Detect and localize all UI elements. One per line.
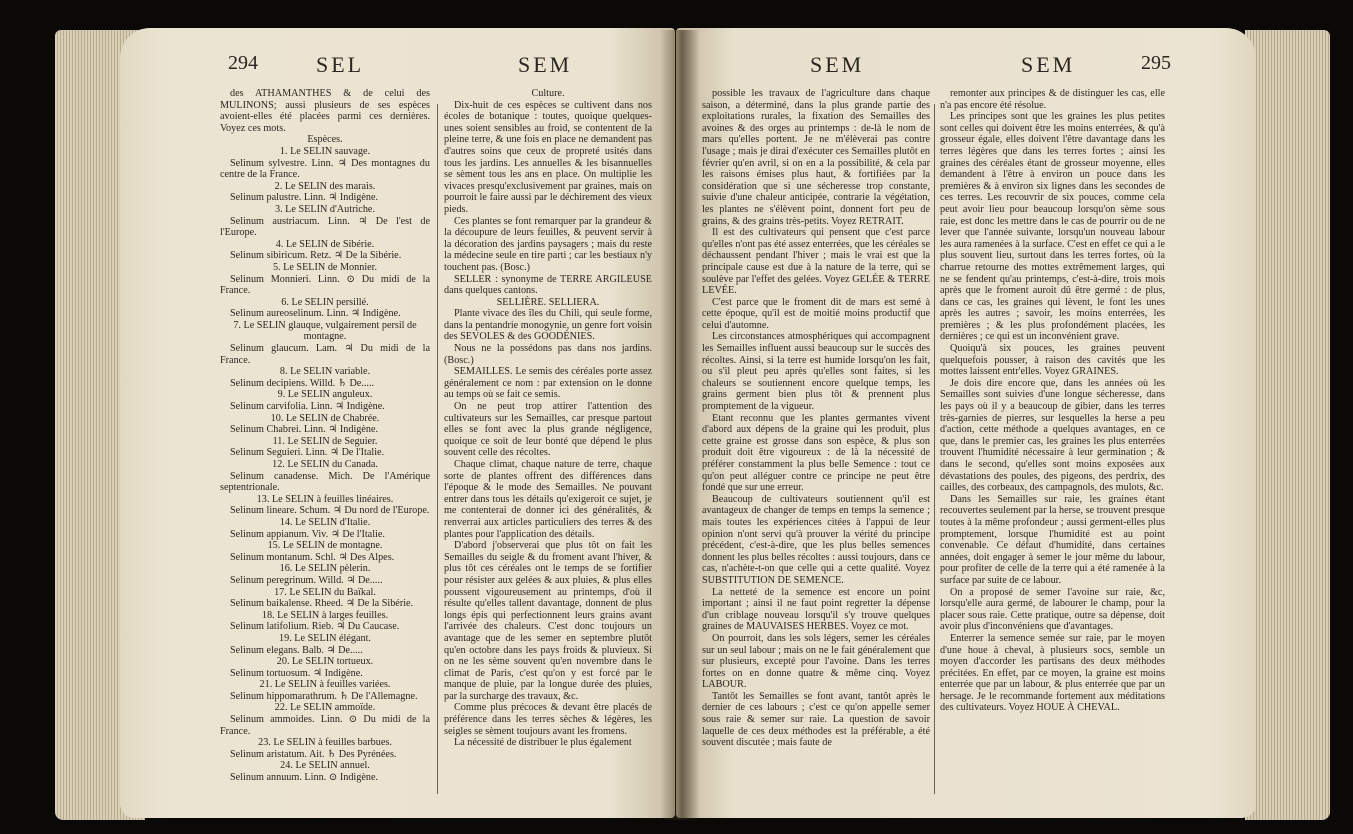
paragraph: 15. Le SELIN de montagne. (267, 540, 383, 552)
paragraph: Chaque climat, chaque nature de terre, chaque sorte de plantes offrent des différences dans l'époque & le mode des Semailles. Ne pouvant entrer dans tous les détails qu'exigeroit ce sujet, je me contenterai de donner ici des généralités, & renverrai aux articles particuliers des terres & des plantes pour l'application des détails. (444, 459, 652, 540)
paragraph: Selinum baikalense. Rheed. ♃ De la Sibérie. (230, 598, 414, 610)
paragraph: Selinum annuum. Linn. ⊙ Indigène. (230, 772, 379, 784)
paragraph: Selinum ammoides. Linn. ⊙ Du midi de la France. (220, 714, 430, 737)
running-head-left: SEL (316, 52, 365, 77)
paragraph: La nécessité de distribuer le plus également (454, 737, 632, 749)
paragraph: 4. Le SELIN de Sibérie. (275, 238, 375, 250)
text-column (444, 88, 652, 788)
paragraph: Selinum glaucum. Lam. ♃ Du midi de la France. (220, 343, 430, 366)
paragraph: Selinum carvifolia. Linn. ♃ Indigène. (230, 401, 385, 413)
text-column (220, 88, 430, 788)
paragraph: Selinum montanum. Schl. ♃ Des Alpes. (230, 551, 395, 563)
paragraph: 14. Le SELIN d'Italie. (279, 516, 371, 528)
paragraph: Selinum aristatum. Ait. ♄ Des Pyrénées. (230, 748, 397, 760)
page-number: 294 (228, 52, 258, 74)
paragraph: Selinum sylvestre. Linn. ♃ Des montagnes du centre de la France. (220, 157, 430, 181)
paragraph: Selinum decipiens. Willd. ♄ De..... (230, 377, 375, 389)
paragraph: 2. Le SELIN des marais. (274, 180, 376, 192)
paragraph: SEMAILLES. Le semis des céréales porte assez généralement ce nom : par extension on le donne au temps où se fait ce semis. (444, 366, 652, 401)
paragraph: Espèces. (307, 134, 343, 146)
paragraph: 23. Le SELIN à feuilles barbues. (258, 737, 392, 749)
paragraph: Selinum austriacum. Linn. ♃ De l'est de l'Europe. (220, 215, 430, 239)
paragraph: On ne peut trop attirer l'attention des cultivateurs sur les Semailles, car presque partout elles se font avec la plus grande négligence, quoique ce soit de leur bonté que dépend le plus souvent celle des récoltes. (444, 401, 652, 459)
running-head-left: SEM (810, 52, 865, 77)
paragraph: 10. Le SELIN de Chabrée. (270, 412, 380, 424)
paragraph: Quoiqu'à six pouces, les graines peuvent quelquefois pousser, à raison des cavités que les mottes laissent entr'elles. Voyez GRAINES. (940, 343, 1165, 378)
paragraph: 16. Le SELIN pèlerin. (279, 563, 371, 575)
paragraph: SELLER : synonyme de TERRE ARGILEUSE dans quelques cantons. (444, 273, 652, 297)
paragraph: Selinum tortuosum. ♃ Indigène. (230, 667, 363, 679)
paragraph: 3. Le SELIN d'Autriche. (274, 203, 375, 215)
paragraph: remonter aux principes & de distinguer les cas, elle n'a pas encore été résolue. (940, 88, 1165, 111)
paragraph: Selinum hippomarathrum. ♄ De l'Allemagne. (230, 690, 418, 702)
paragraph: Plante vivace des îles du Chili, qui seule forme, dans la pentandrie monogynie, un genre fort voisin des SEVOLES & des GOODÉNIES. (444, 308, 652, 343)
text-column (940, 88, 1165, 793)
paragraph: Culture. (531, 88, 565, 99)
paragraph: Selinum Monnieri. Linn. ⊙ Du midi de la France. (220, 273, 430, 297)
paragraph: D'abord j'observerai que plus tôt on fait les Semailles du seigle & du froment avant l'hiver, & plus tôt ces céréales ont le temps de se fortifier pour résister aux gelées & aux pluies, & plus elles poussent vigoureusement au printemps, d'où il résulte qu'elles tallent davantage, donnent de plus longs épis qui perfectionnent leurs grains avant l'arrivée des chaleurs. C'est donc toujours un avantage que de les semer en septembre plutôt qu'en octobre dans les pays froids & pluvieux. Si on ne les sème souvent qu'en novembre dans le climat de Paris, c'est qu'on y est forcé par le manque de pluie, par la longue durée des pluies, par la surcharge des travaux, &c. (444, 540, 652, 702)
paragraph: On pourroit, dans les sols légers, semer les céréales sur un seul labour ; mais on ne le fait généralement que sur plusieurs, excepté pour l'avoine. Dans les terres fortes on en donne quatre & même cinq. Voyez LABOUR. (702, 632, 930, 691)
paragraph: Selinum lineare. Schum. ♃ Du nord de l'Europe. (230, 505, 430, 517)
paragraph: 20. Le SELIN tortueux. (276, 656, 374, 668)
paragraph: Les circonstances atmosphériques qui accompagnent les Semailles influent aussi beaucoup sur le succès des récoltes. Ainsi, si la terre est humide lorsqu'on les fait, ou s'il pleut peu après qu'elles sont faites, si les chaleurs se soutiennent encore quelque temps, les grains germent bien plus tôt & prennent plus promptement de la vigueur. (702, 331, 930, 413)
paragraph: 17. Le SELIN du Baïkal. (274, 586, 376, 598)
paragraph: possible les travaux de l'agriculture dans chaque saison, a déterminé, dans la plus grande partie des exploitations rurales, la fixation des Semailles des avoines & des orges au printemps : de-là le nom de mars qu'elles portent. Je ne m'élèverai pas contre l'usage ; mais je dirai d'exécuter ces Semailles plutôt en février qu'en avril, si on en a la possibilité, & cela par les raisons émises plus haut, & fortifiées par la considération que si une sécheresse trop constante, suivie d'une chaleur anticipée, contrarie la végétation, les plantes ne s'élèvent point, donnent fort peu de grains, & des grains très-petits. Voyez RETRAIT. (702, 88, 930, 227)
paragraph: La netteté de la semence est encore un point important ; ainsi il ne faut point regretter la dépense d'un criblage nouveau lorsqu'il s'y trouve quelques graines de MAUVAISES HERBES. Voyez ce mot. (702, 586, 930, 633)
paragraph: Selinum Chabrei. Linn. ♃ Indigène. (230, 424, 379, 436)
paragraph: Les principes sont que les graines les plus petites sont celles qui doivent être les moins enterrées, & qu'à grosseur égale, elles doivent l'être davantage dans les terres légères que dans les terres fortes ; ainsi les graines des céréales étant de grosseur moyenne, elles demandent à l'être à environ un pouce dans les premières & à environ six lignes dans les secondes de ces terres. Les recouvrir de six pouces, comme cela peut avoir lieu pour beaucoup lorsqu'on sème sous raie, est donc les mettre dans le cas de pourrir ou de ne lever que l'année suivante, lorsqu'un nouveau labour les aura ramenées à la surface. C'est en effet ce qui a le plus souvent lieu, surtout dans les terres fortes, où la charrue retourne des mottes extrêmement larges, qui ne se fendent qu'au printemps, c'est-à-dire, trois mois après que le froment auroit dû être germé : de plus, dans ce cas, les graines qui lèvent, le font les unes après les autres ; savoir, les moins enterrées, les premières ; & les plus profondément placées, les dernières ; ce qui est un inconvénient grave. (940, 111, 1165, 343)
paragraph: 24. Le SELIN annuel. (280, 760, 370, 772)
paragraph: Selinum canadense. Mich. De l'Amérique septentrionale. (220, 470, 430, 494)
paragraph: 7. Le SELIN glauque, vulgairement persil de montagne. (233, 319, 417, 343)
paragraph: 12. Le SELIN du Canada. (272, 459, 378, 470)
running-head-right: SEM (518, 52, 573, 77)
running-head-right: SEM (1021, 52, 1076, 77)
paragraph: Ces plantes se font remarquer par la grandeur & la découpure de leurs feuilles, & peuvent servir à la décoration des jardins paysagers ; mais du reste la médecine seule en tire parti ; car les bestiaux n'y touchent pas. (Bosc.) (444, 215, 652, 273)
paragraph: Selinum appianum. Viv. ♃ De l'Italie. (230, 528, 385, 540)
paragraph: Selinum peregrinum. Willd. ♃ De..... (230, 574, 383, 586)
right-page (676, 28, 1256, 818)
paragraph: 11. Le SELIN de Seguier. (272, 435, 378, 447)
paragraph: Dans les Semailles sur raie, les graines étant recouvertes seulement par la herse, se trouvent presque toutes à la même profondeur ; aussi germent-elles plus promptement, lorsque l'humidité est au point convenable. Ce défaut d'humidité, dans certaines années, doit engager à semer le jour même du labour, pour profiter de celle de la terre qui a été ramenée à la surface par suite de ce labour. (940, 493, 1165, 586)
paragraph: Selinum Seguieri. Linn. ♃ De l'Italie. (230, 447, 385, 459)
paragraph: SELLIÈRE. SELLIERA. (496, 296, 600, 308)
book-edge-right (1245, 30, 1330, 820)
paragraph: Beaucoup de cultivateurs soutiennent qu'il est avantageux de changer de temps en temps la semence ; mais toutes les expériences citées à l'appui de leur opinion n'ont servi qu'à prouver la vérité du principe précédent, c'est-à-dire, que les plus belles semences donnent les plus belles récoltes : aussi toujours, dans ce cas, n'achète-t-on que celle qui a cette qualité. Voyez SUBSTITUTION DE SEMENCE. (702, 493, 930, 586)
paragraph: 1. Le SELIN sauvage. (279, 145, 371, 157)
paragraph: Nous ne la possédons pas dans nos jardins. (Bosc.) (444, 343, 652, 366)
paragraph: Selinum palustre. Linn. ♃ Indigène. (230, 192, 379, 204)
paragraph: Selinum latifolium. Rieb. ♃ Du Caucase. (230, 621, 400, 633)
paragraph: 6. Le SELIN persillé. (281, 296, 369, 308)
column-rule (437, 104, 438, 794)
text-column (702, 88, 930, 793)
column-rule (934, 104, 935, 794)
paragraph: 13. Le SELIN à feuilles linéaires. (256, 493, 394, 505)
paragraph: Dix-huit de ces espèces se cultivent dans nos écoles de botanique : toutes, quoique quelques-unes soient sensibles au froid, se contentent de la pleine terre, & une fois en place ne demandent pas d'autres soins que ceux de propreté usités dans tous les jardins. Les annuelles & les bisannuelles se sèment tous les ans en place. On multiplie les vivaces presqu'exclusivement par graines, mais on pourroit le faire aussi par le déchirement des vieux pieds. (444, 99, 652, 215)
paragraph: Il est des cultivateurs qui pensent que c'est parce qu'elles n'ont pas été assez enterrées, que les céréales se déchaussent pendant l'hiver ; mais le vrai est que la principale cause est due à la nature de la terre, qui se soulève par l'effet des gelées. Voyez GELÉE & TERRE LEVÉE. (702, 227, 930, 297)
paragraph: 8. Le SELIN variable. (279, 366, 371, 378)
paragraph: On a proposé de semer l'avoine sur raie, &c, lorsqu'elle aura germé, de labourer le champ, pour la placer sous raie. Cette pratique, outre sa dépense, doit avoir plus d'inconvéniens que d'avantages. (940, 586, 1165, 633)
paragraph: 22. Le SELIN ammoïde. (274, 702, 376, 714)
paragraph: 9. Le SELIN anguleux. (277, 389, 373, 401)
paragraph: Selinum elegans. Balb. ♃ De..... (230, 644, 363, 656)
paragraph: Selinum aureoselinum. Linn. ♃ Indigène. (230, 308, 401, 320)
paragraph: 21. Le SELIN à feuilles variées. (259, 679, 391, 691)
left-page (120, 28, 675, 818)
paragraph: Comme plus précoces & devant être placés de préférence dans les terres sèches & légères, les seigles se sèment toujours avant les fromens. (444, 702, 652, 737)
book-gutter (660, 30, 700, 820)
paragraph: 18. Le SELIN à larges feuilles. (261, 609, 389, 621)
paragraph: des ATHAMANTHES & de celui des MULINONS; aussi plusieurs de ses espèces avoient-elles été placées parmi ces dernières. Voyez ces mots. (220, 88, 430, 134)
paragraph: Tantôt les Semailles se font avant, tantôt après le dernier de ces labours ; c'est ce qu'on appelle semer sous raie & semer sur raie. La question de savoir laquelle de ces deux méthodes est la préférable, a été souvent discutée ; mais faute de (702, 690, 930, 749)
page-number: 295 (1141, 52, 1171, 74)
paragraph: 19. Le SELIN élégant. (279, 632, 371, 644)
paragraph: C'est parce que le froment dit de mars est semé à cette époque, qu'il est de moitié moins productif que celui d'automne. (702, 296, 930, 331)
paragraph: Je dois dire encore que, dans les années où les Semailles sont suivies d'une longue sécheresse, dans les pays où il y a beaucoup de gibier, dans les terres très-garnies de pierres, sur lesquelles la herse a peu d'action, cette méthode a quelques avantages, en ce que, dans le premier cas, les graines les plus enterrées trouvent l'humidité nécessaire à leur germination ; & dans le second, qu'elles sont moins exposées aux dévastations des poules, des pigeons, des perdrix, des cailles, des corbeaux, des campagnols, des mulots, &c. (940, 377, 1165, 494)
paragraph: Etant reconnu que les plantes germantes vivent d'abord aux dépens de la graine qui les produit, plus cette graine est grosse dans son espèce, & plus son produit doit être vigoureux : de là la nécessité de préférer constamment la plus belle Semence : tout ce qu'on peut alléguer contre ce principe ne peut être fondé que sur une erreur. (702, 412, 930, 494)
paragraph: Selinum sibiricum. Retz. ♃ De la Sibérie. (230, 250, 402, 262)
paragraph: 5. Le SELIN de Monnier. (272, 261, 378, 273)
paragraph: Enterrer la semence semée sur raie, par le moyen d'une houe à cheval, à plusieurs socs, semble un moyen d'accorder les partisans des deux méthodes précitées. En effet, par ce moyen, la graine est moins enterrée que par un labour, & plus enterrée que par un hersage. Je le recommande fortement aux méditations des cultivateurs. Voyez HOUE À CHEVAL. (940, 632, 1165, 714)
